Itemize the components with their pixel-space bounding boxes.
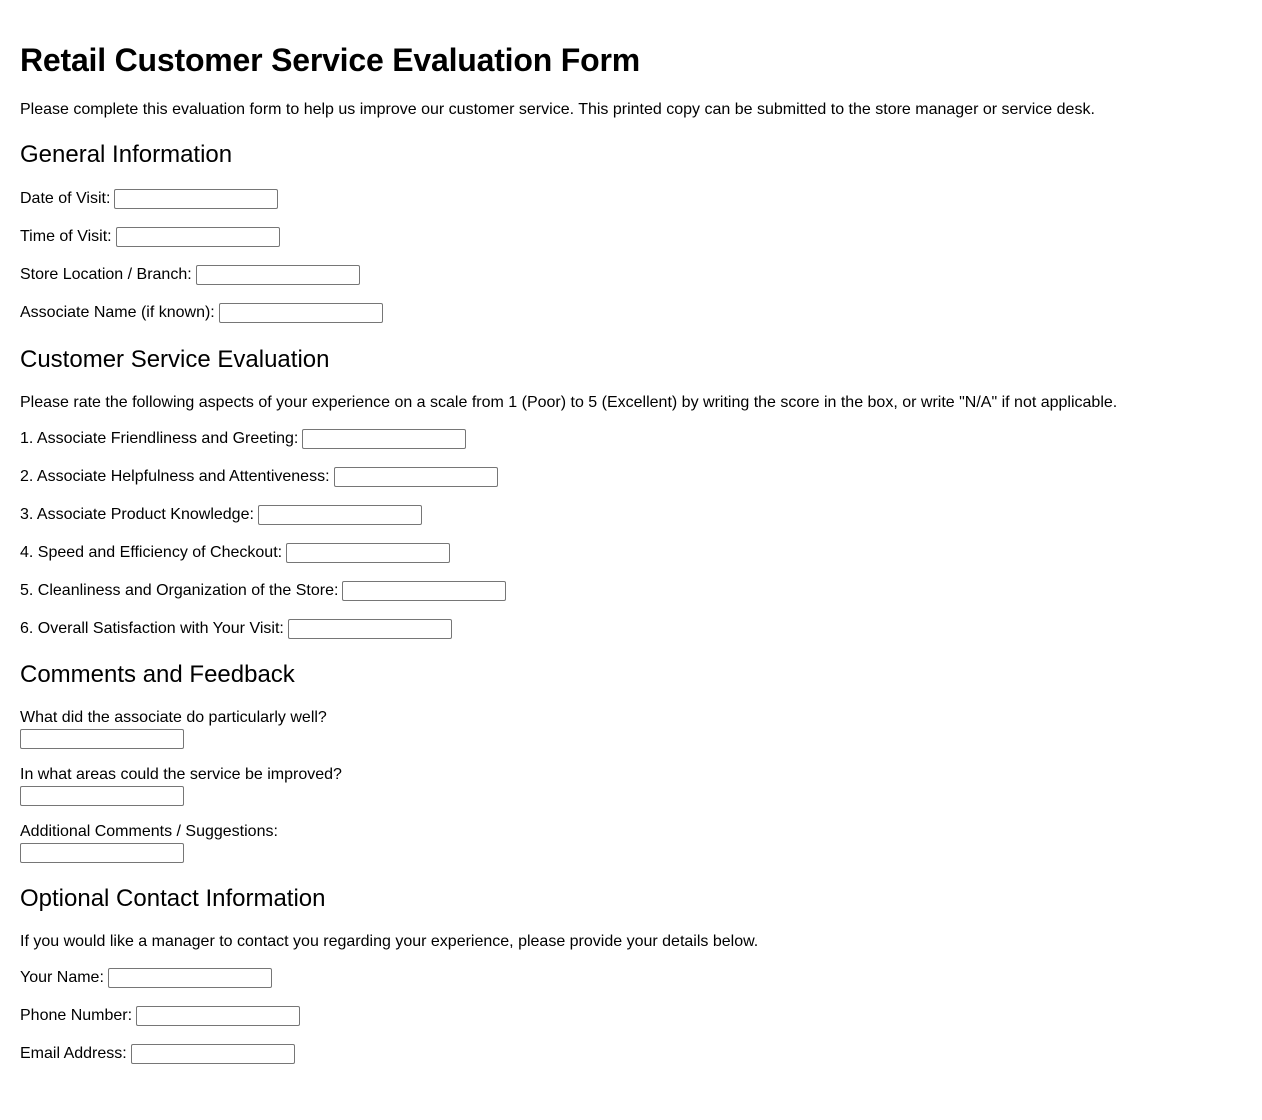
rating-label-overall-satisfaction: 6. Overall Satisfaction with Your Visit: (20, 620, 284, 637)
time-of-visit-row (20, 226, 280, 248)
rating-input-checkout-speed[interactable] (286, 543, 450, 563)
comment-improve-input[interactable] (20, 786, 184, 806)
associate-name-label: Associate Name (if known): (20, 304, 215, 321)
comment-additional-block (20, 822, 278, 863)
date-of-visit-input[interactable] (114, 189, 278, 209)
your-name-row (20, 967, 272, 989)
phone-number-label: Phone Number: (20, 1007, 133, 1024)
rating-input-product-knowledge[interactable] (258, 505, 422, 525)
rating-label-friendliness: 1. Associate Friendliness and Greeting: (20, 430, 299, 447)
rating-instructions: Please rate the following aspects of your experience on a scale from 1 (Poor) to 5 (Excellent) by writing the score in the box, or write "N/A" if not applicable. (20, 394, 1118, 411)
rating-row-checkout-speed (20, 542, 450, 564)
evaluation-heading: Customer Service Evaluation (20, 346, 330, 373)
general-info-heading: General Information (20, 141, 233, 168)
rating-row-product-knowledge (20, 504, 422, 526)
rating-label-cleanliness: 5. Cleanliness and Organization of the Store: (20, 582, 339, 599)
comment-well-input[interactable] (20, 729, 184, 749)
rating-input-helpfulness[interactable] (334, 467, 498, 487)
rating-row-helpfulness (20, 466, 498, 488)
comment-well-label: What did the associate do particularly well? (20, 709, 327, 726)
store-location-label: Store Location / Branch: (20, 266, 192, 283)
rating-row-overall-satisfaction (20, 618, 452, 640)
comment-improve-block (20, 765, 342, 806)
phone-number-row (20, 1005, 300, 1027)
comment-improve-label: In what areas could the service be improved? (20, 766, 342, 783)
email-address-input[interactable] (131, 1044, 295, 1064)
contact-instructions: If you would like a manager to contact you regarding your experience, please provide your details below. (20, 933, 759, 950)
phone-number-input[interactable] (136, 1006, 300, 1026)
store-location-row (20, 264, 360, 286)
date-of-visit-row (20, 188, 278, 210)
comment-additional-input[interactable] (20, 843, 184, 863)
page-title: Retail Customer Service Evaluation Form (20, 42, 640, 78)
rating-label-product-knowledge: 3. Associate Product Knowledge: (20, 506, 254, 523)
time-of-visit-label: Time of Visit: (20, 228, 112, 245)
your-name-input[interactable] (108, 968, 272, 988)
rating-input-overall-satisfaction[interactable] (288, 619, 452, 639)
associate-name-input[interactable] (219, 303, 383, 323)
comments-heading: Comments and Feedback (20, 661, 295, 688)
comment-well-block (20, 708, 327, 749)
contact-heading: Optional Contact Information (20, 885, 326, 912)
store-location-input[interactable] (196, 265, 360, 285)
date-of-visit-label: Date of Visit: (20, 190, 111, 207)
rating-label-helpfulness: 2. Associate Helpfulness and Attentiveness: (20, 468, 330, 485)
email-address-label: Email Address: (20, 1045, 127, 1062)
intro-text: Please complete this evaluation form to help us improve our customer service. This printed copy can be submitted to the store manager or service desk. (20, 101, 1095, 118)
comment-additional-label: Additional Comments / Suggestions: (20, 823, 278, 840)
rating-input-cleanliness[interactable] (342, 581, 506, 601)
rating-row-cleanliness (20, 580, 506, 602)
rating-input-friendliness[interactable] (302, 429, 466, 449)
email-address-row (20, 1043, 295, 1065)
rating-label-checkout-speed: 4. Speed and Efficiency of Checkout: (20, 544, 283, 561)
rating-row-friendliness (20, 428, 466, 450)
time-of-visit-input[interactable] (116, 227, 280, 247)
associate-name-row (20, 302, 383, 324)
your-name-label: Your Name: (20, 969, 104, 986)
